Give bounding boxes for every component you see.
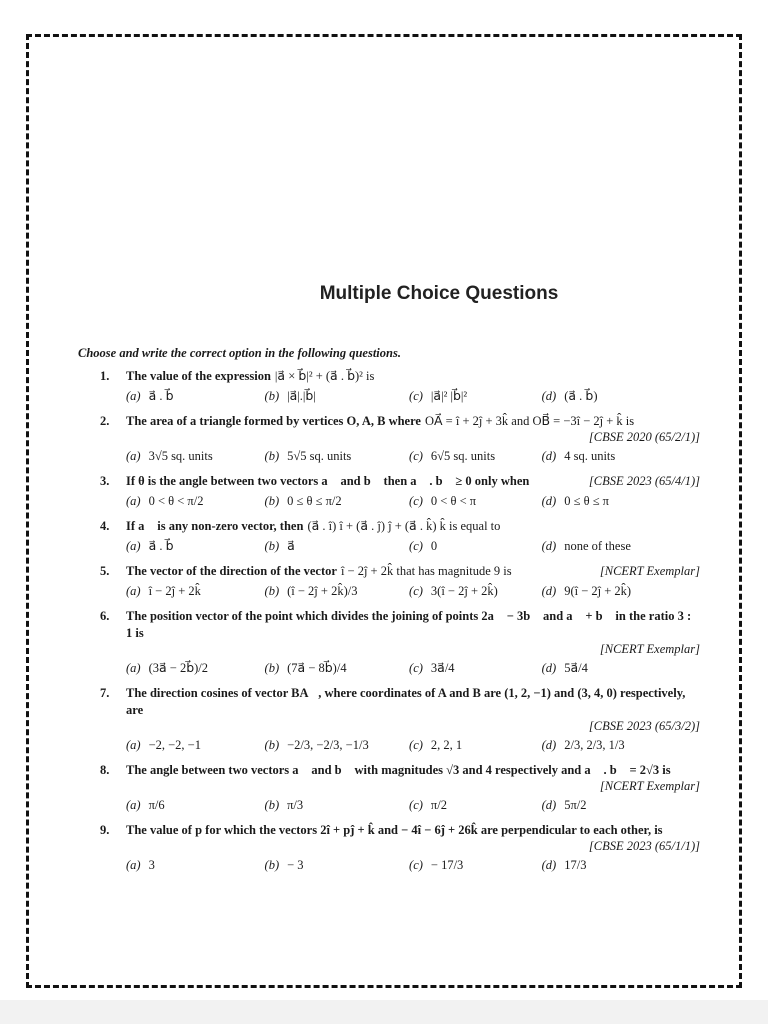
option-label: (c) (409, 494, 423, 508)
option-value: 3(î − 2ĵ + 2k̂) (430, 584, 498, 598)
option-c[interactable] (409, 854, 542, 876)
option-b[interactable] (265, 490, 409, 512)
option-value: 9(î − 2ĵ + 2k̂) (564, 584, 632, 598)
option-a[interactable] (126, 580, 265, 602)
option-value: 0 < θ < π/2 (148, 494, 204, 508)
option-a[interactable] (126, 445, 265, 467)
question-number: 5. (100, 564, 110, 578)
question-math: |a⃗ × b⃗|² + (a⃗ . b⃗)² is (274, 369, 375, 383)
option-value: 5a⃗/4 (564, 661, 588, 675)
option-label: (d) (541, 449, 557, 463)
option-value: (3a⃗ − 2b⃗)/2 (148, 661, 209, 675)
question-7 (100, 685, 700, 756)
option-label: (b) (264, 389, 280, 403)
option-value: − 3 (287, 858, 304, 872)
option-label: (a) (126, 798, 141, 812)
option-a[interactable] (126, 490, 265, 512)
option-a[interactable] (126, 734, 265, 756)
question-number: 7. (100, 686, 110, 700)
option-label: (c) (409, 539, 423, 553)
option-b[interactable] (265, 535, 409, 557)
option-label: (a) (126, 661, 141, 675)
option-label: (a) (126, 539, 141, 553)
option-label: (c) (409, 798, 423, 812)
option-label: (b) (264, 539, 280, 553)
option-label: (d) (541, 539, 557, 553)
option-a[interactable] (126, 657, 265, 679)
question-number: 2. (100, 414, 110, 428)
option-label: (c) (409, 584, 423, 598)
option-label: (d) (541, 389, 557, 403)
option-value: a⃗ . b⃗ (148, 539, 174, 553)
option-label: (b) (264, 858, 280, 872)
question-9 (100, 822, 700, 876)
option-value: (î − 2ĵ + 2k̂)/3 (287, 584, 358, 598)
option-value: 0 (430, 539, 438, 553)
question-math: OA⃗ = î + 2ĵ + 3k̂ and OB⃗ = −3î − 2ĵ + k̂ is (424, 414, 635, 428)
option-value: a⃗ (287, 539, 295, 553)
question-6 (100, 608, 700, 679)
option-value: 5√5 sq. units (287, 449, 352, 463)
option-c[interactable] (409, 535, 542, 557)
option-label: (c) (409, 661, 423, 675)
option-a[interactable] (126, 535, 265, 557)
source-tag: [NCERT Exemplar] (599, 564, 700, 578)
option-label: (c) (409, 449, 423, 463)
option-label: (d) (541, 798, 557, 812)
question-text: If θ is the angle between two vectors a⃗ and b⃗ then a⃗ . b⃗ ≥ 0 only when (126, 474, 530, 488)
option-d[interactable] (542, 657, 700, 679)
option-a[interactable] (126, 794, 265, 816)
question-2 (100, 413, 700, 467)
option-b[interactable] (265, 385, 409, 407)
option-a[interactable] (126, 854, 265, 876)
question-math: (a⃗ . î) î + (a⃗ . ĵ) ĵ + (a⃗ . k̂) k̂ is equal to (307, 519, 501, 533)
source-tag: [CBSE 2023 (65/4/1)] (588, 474, 700, 488)
option-label: (d) (541, 584, 557, 598)
option-value: −2/3, −2/3, −1/3 (287, 738, 369, 752)
option-value: π/2 (430, 798, 447, 812)
option-value: π/6 (148, 798, 165, 812)
option-b[interactable] (265, 657, 409, 679)
option-c[interactable] (409, 490, 542, 512)
option-label: (a) (126, 449, 141, 463)
question-text: The direction cosines of vector BA⃗, where coordinates of A and B are (1, 2, −1) and (3, 4, 0) respectively, are (126, 686, 686, 717)
option-d[interactable] (542, 535, 700, 557)
option-value: 6√5 sq. units (430, 449, 496, 463)
question-8 (100, 762, 700, 816)
option-label: (d) (541, 661, 557, 675)
option-value: 0 ≤ θ ≤ π (564, 494, 609, 508)
option-label: (c) (409, 858, 423, 872)
option-value: π/3 (287, 798, 304, 812)
source-tag: [NCERT Exemplar] (599, 642, 700, 656)
question-text: The vector of the direction of the vector (126, 564, 337, 578)
option-value: 0 < θ < π (430, 494, 477, 508)
question-number: 4. (100, 519, 110, 533)
question-number: 3. (100, 474, 110, 488)
option-label: (b) (264, 449, 280, 463)
option-value: 3√5 sq. units (148, 449, 213, 463)
question-text: The position vector of the point which divides the joining of points 2a⃗ − 3b⃗ and a⃗ + b⃗ in the ratio 3 : 1 is (126, 609, 692, 640)
option-label: (b) (264, 798, 280, 812)
option-value: |a⃗|² |b⃗|² (430, 389, 468, 403)
option-a[interactable] (126, 385, 265, 407)
option-label: (a) (126, 389, 141, 403)
option-label: (a) (126, 494, 141, 508)
option-label: (c) (409, 738, 423, 752)
option-label: (c) (409, 389, 423, 403)
question-number: 1. (100, 369, 110, 383)
option-value: |a⃗|.|b⃗| (287, 389, 316, 403)
question-text: The value of p for which the vectors 2î + pĵ + k̂ and − 4î − 6ĵ + 26k̂ are perpendicular to each other, is (126, 823, 663, 837)
option-c[interactable] (409, 385, 542, 407)
option-d[interactable] (542, 490, 700, 512)
option-b[interactable] (265, 580, 409, 602)
question-4 (100, 518, 700, 557)
question-5 (100, 563, 700, 602)
option-value: 3 (148, 858, 155, 872)
option-value: 3a⃗/4 (430, 661, 455, 675)
option-value: a⃗ . b⃗ (148, 389, 174, 403)
option-label: (d) (541, 858, 557, 872)
option-value: î − 2ĵ + 2k̂ (148, 584, 201, 598)
option-label: (a) (126, 738, 141, 752)
source-tag: [CBSE 2020 (65/2/1)] (588, 430, 700, 444)
option-d[interactable] (542, 854, 700, 876)
option-label: (a) (126, 584, 141, 598)
option-label: (d) (541, 494, 557, 508)
option-d[interactable] (542, 385, 700, 407)
question-number: 9. (100, 823, 110, 837)
option-value: 2, 2, 1 (430, 738, 463, 752)
question-text: The value of the expression (126, 369, 271, 383)
option-label: (b) (264, 584, 280, 598)
option-d[interactable] (542, 734, 700, 756)
option-b[interactable] (265, 854, 409, 876)
option-value: 17/3 (564, 858, 587, 872)
question-list (100, 368, 700, 882)
option-b[interactable] (265, 734, 409, 756)
question-text: If a⃗ is any non-zero vector, then (126, 519, 304, 533)
option-label: (b) (264, 494, 280, 508)
instruction-text: Choose and write the correct option in the following questions. (78, 346, 401, 360)
option-c[interactable] (409, 580, 542, 602)
option-c[interactable] (409, 445, 542, 467)
option-value: −2, −2, −1 (148, 738, 201, 752)
question-1 (100, 368, 700, 407)
option-value: none of these (564, 539, 631, 553)
option-value: 4 sq. units (564, 449, 616, 463)
question-text: The area of a triangle formed by vertices O, A, B where (126, 414, 421, 428)
option-c[interactable] (409, 657, 542, 679)
question-math: î − 2ĵ + 2k̂ that has magnitude 9 is (340, 564, 512, 578)
option-value: 2/3, 2/3, 1/3 (564, 738, 625, 752)
section-heading: Multiple Choice Questions (319, 283, 559, 304)
option-b[interactable] (265, 445, 409, 467)
question-number: 6. (100, 609, 110, 623)
option-c[interactable] (409, 734, 542, 756)
source-tag: [CBSE 2023 (65/1/1)] (588, 839, 700, 853)
source-tag: [CBSE 2023 (65/3/2)] (588, 719, 700, 733)
question-text: The angle between two vectors a⃗ and b⃗ with magnitudes √3 and 4 respectively and a⃗ . b⃗ = 2√3 is (126, 763, 671, 777)
option-d[interactable] (542, 580, 700, 602)
option-value: (a⃗ . b⃗) (564, 389, 598, 403)
option-label: (b) (264, 738, 280, 752)
option-value: 0 ≤ θ ≤ π/2 (287, 494, 342, 508)
option-value: 5π/2 (564, 798, 587, 812)
option-value: − 17/3 (430, 858, 464, 872)
option-label: (a) (126, 858, 141, 872)
option-b[interactable] (265, 794, 409, 816)
option-c[interactable] (409, 794, 542, 816)
question-3 (100, 473, 700, 512)
option-d[interactable] (542, 445, 700, 467)
source-tag: [NCERT Exemplar] (599, 779, 700, 793)
question-number: 8. (100, 763, 110, 777)
option-value: (7a⃗ − 8b⃗)/4 (287, 661, 347, 675)
option-label: (b) (264, 661, 280, 675)
option-d[interactable] (542, 794, 700, 816)
option-label: (d) (541, 738, 557, 752)
